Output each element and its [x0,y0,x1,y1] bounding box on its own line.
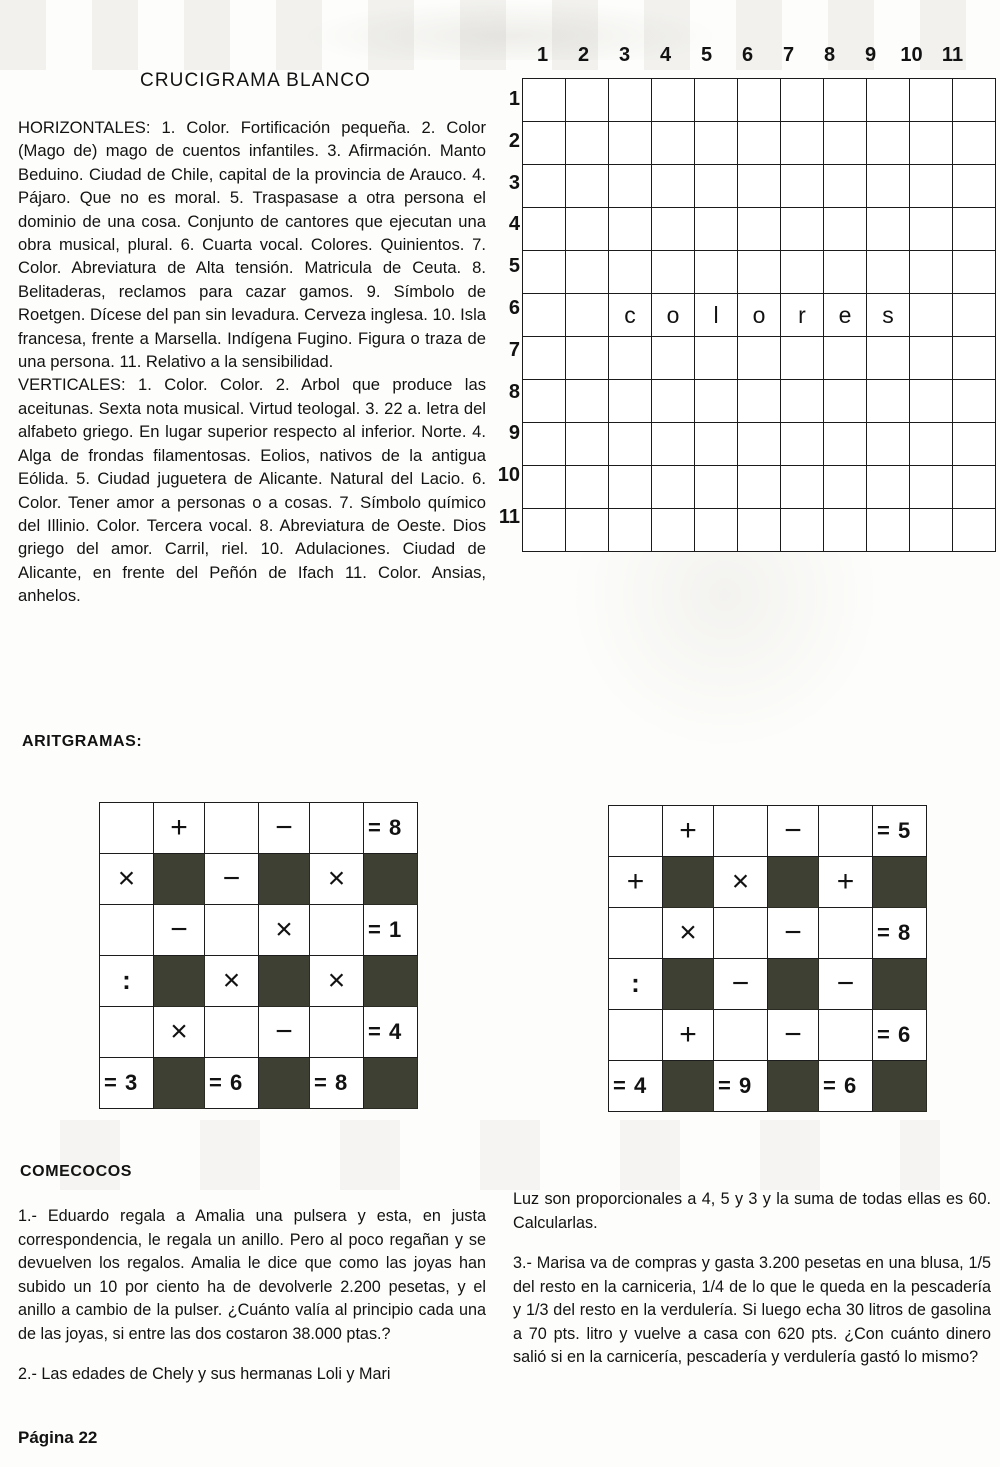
aritgrama-left-row [100,854,418,905]
crossword-row [523,251,996,294]
crossword-cell[interactable] [953,509,996,552]
crossword-row-header-2: 2 [508,129,520,152]
crossword-cell[interactable] [523,380,566,423]
crossword-cell[interactable] [910,294,953,337]
crossword-cell[interactable] [738,466,781,509]
aritgrama-input-cell[interactable] [714,908,768,959]
clues-verticales: VERTICALES: 1. Color. Color. 2. Arbol que produce las aceitunas. Sexta nota musical. Virtud teologal. 3. 22 a. letra del alfabeto griego. En lugar superior respecto al inferior. Norte. 4. Alga de frondas filamentosas. Eolios, nativos de la antigua Eólida. 5. Ciudad juguetera de Alicante. Natural del Lacio. 6. Color. Tener amor a personas o a cosas. 7. Símbolo químico del Illinio. Color. Tercera vocal. 8. Abreviatura de Oeste. Dios griego del amor. Carril, riel. 10. Adulaciones. Ciudad de Alicante, en frente del Peñón de Ifach 11. Color. Ansias, anhelos. [18,375,486,606]
aritgrama-blocked-cell [259,854,310,905]
comecocos-problem: 2.- Las edades de Chely y sus hermanas Loli y Mari [18,1365,391,1383]
crossword-cell[interactable] [824,122,867,165]
multiply-icon: × [222,963,241,997]
crossword-row [523,122,996,165]
aritgrama-operator-cell [259,1007,310,1058]
crossword-cell[interactable] [910,466,953,509]
aritgrama-operator-cell [310,854,364,905]
minus-icon: − [731,966,750,1000]
crossword-cell[interactable] [695,208,738,251]
aritgrama-operator-cell [663,908,714,959]
aritgrama-operator-cell [310,956,364,1007]
aritgrama-blocked-cell [768,857,819,908]
crossword-col-header-9: 9 [864,44,877,66]
aritgrama-left-row [100,1058,418,1109]
crossword-row-headers [494,78,520,538]
aritgrama-blocked-cell [768,959,819,1010]
aritgrama-blocked-cell [154,1058,205,1109]
minus-icon: − [170,912,188,946]
crossword-cell[interactable] [652,423,695,466]
crossword-cell[interactable] [867,165,910,208]
crossword-cell[interactable] [910,165,953,208]
crossword-cell[interactable] [695,380,738,423]
comecocos-left-column [18,1205,486,1387]
crossword-cell[interactable] [824,251,867,294]
crossword-cell[interactable] [953,380,996,423]
crossword-cell[interactable] [695,251,738,294]
crossword-cell[interactable] [824,423,867,466]
crossword-cell[interactable] [609,509,652,552]
crossword-cell[interactable] [953,423,996,466]
crossword-cell[interactable] [781,380,824,423]
crossword-cell-filled[interactable]: o [738,294,781,337]
aritgrama-input-cell[interactable] [714,806,768,857]
crossword-col-header-2: 2 [577,44,590,66]
crossword-cell[interactable] [609,466,652,509]
crossword-cell[interactable] [609,423,652,466]
crossword-cell[interactable] [738,165,781,208]
crossword-cell[interactable] [652,466,695,509]
crossword-row-header-5: 5 [508,255,520,278]
aritgrama-operator-cell [154,1007,205,1058]
crossword-cell[interactable] [738,251,781,294]
aritgrama-right-row [609,908,927,959]
crossword-cell[interactable] [953,208,996,251]
aritgrama-input-cell[interactable] [819,806,873,857]
aritgrama-right-row [609,1010,927,1061]
crossword-cell[interactable] [695,79,738,122]
crossword-cell[interactable] [953,337,996,380]
crossword-cell-filled[interactable]: l [695,294,738,337]
crossword-cell[interactable] [867,423,910,466]
aritgrama-result-cell: = 8 [310,1058,364,1109]
minus-icon: − [784,915,802,949]
crossword-cell[interactable] [781,337,824,380]
comecocos-right-column [513,1188,991,1370]
crossword-cell[interactable] [566,251,609,294]
crossword-cell[interactable] [523,251,566,294]
aritgrama-right-row [609,806,927,857]
crucigrama-title: CRUCIGRAMA BLANCO [140,70,371,91]
aritgrama-result-cell: = 8 [364,803,418,854]
crossword-row-header-3: 3 [508,171,520,194]
divide-icon: : [631,967,640,998]
comecocos-problem: 1.- Eduardo regala a Amalia una pulsera y esta, en justa correspondencia, le regala un anillo. Pero al poco regañan y se devuelven los regalos. Amalia le dice que como las joyas han subido un 10 por ciento ha de devolverle 2.200 pesetas, y el anillo a cambio de la pulser. ¿Cuánto valía al principio cada una de las joyas, si entre las dos costaron 38.000 ptas.? [18,1207,486,1343]
aritgrama-left-row [100,905,418,956]
aritgrama-input-cell[interactable] [609,1010,663,1061]
crossword-row-header-11: 11 [498,506,520,528]
crossword-col-header-7: 7 [782,44,795,66]
aritgrama-operator-cell [819,857,873,908]
crossword-col-header-6: 6 [741,44,754,66]
crossword-row [523,208,996,251]
minus-icon: − [784,1017,802,1051]
crossword-cell[interactable] [609,337,652,380]
crossword-col-header-4: 4 [659,44,672,66]
crossword-cell[interactable] [781,208,824,251]
multiply-icon: × [327,861,346,895]
crossword-row [523,165,996,208]
multiply-icon: × [117,861,136,895]
aritgrama-operator-cell [259,803,310,854]
aritgrama-operator-cell [768,806,819,857]
crossword-cell[interactable] [566,165,609,208]
crossword-cell[interactable] [523,423,566,466]
plus-icon: + [626,864,645,898]
comecocos-title: COMECOCOS [20,1163,133,1180]
aritgrama-left-row [100,1007,418,1058]
aritgrama-blocked-cell [364,956,418,1007]
aritgrama-blocked-cell [663,857,714,908]
minus-icon: − [784,813,802,847]
crossword-cell[interactable] [566,380,609,423]
crossword-col-header-3: 3 [618,44,631,66]
crossword-cell[interactable] [695,337,738,380]
crossword-cell[interactable] [738,337,781,380]
crossword-cell[interactable] [867,337,910,380]
crossword-row-header-6: 6 [508,297,520,319]
aritgrama-operator-cell [663,1010,714,1061]
aritgrama-input-cell[interactable] [205,905,259,956]
crossword-cell[interactable] [523,466,566,509]
aritgrama-operator-cell [100,956,154,1007]
aritgrama-operator-cell [768,908,819,959]
crossword-cell[interactable] [781,251,824,294]
crossword-cell[interactable] [781,79,824,122]
aritgrama-result-cell: = 4 [609,1061,663,1112]
aritgrama-input-cell[interactable] [310,905,364,956]
crossword-cell[interactable] [695,509,738,552]
crossword-cell[interactable] [652,208,695,251]
aritgrama-blocked-cell [768,1061,819,1112]
crossword-cell[interactable] [523,79,566,122]
crossword-col-header-11: 11 [941,44,964,66]
aritgrama-operator-cell [154,803,205,854]
crossword-cell[interactable] [824,337,867,380]
multiply-icon: × [170,1014,188,1048]
crossword-cell-filled[interactable]: o [652,294,695,337]
crossword-cell[interactable] [523,208,566,251]
crossword-grid[interactable] [522,78,996,552]
aritgrama-operator-cell [768,1010,819,1061]
plus-icon: + [679,1017,697,1051]
aritgrama-right-row [609,1061,927,1112]
crossword-row [523,423,996,466]
aritgrama-input-cell[interactable] [205,1007,259,1058]
aritgrama-blocked-cell [364,1058,418,1109]
crossword-cell[interactable] [867,509,910,552]
crossword-cell[interactable] [910,509,953,552]
crossword-cell[interactable] [824,208,867,251]
crossword-cell[interactable] [781,165,824,208]
comecocos-problem: 3.- Marisa va de compras y gasta 3.200 pesetas en una blusa, 1/5 del resto en la carniceria, 1/4 de lo que le queda en la pescadería y 1/3 del resto en la verdulería. Si luego echa 30 litros de gasolina a 70 pts. litro y vuelve a casa con 620 pts. ¿Con cuánto dinero salió si en la carnicería, pescadería y verdulería gastó lo mismo? [513,1254,991,1366]
aritgrama-operator-cell [259,905,310,956]
aritgramas-title: ARITGRAMAS: [22,733,143,750]
crossword-cell[interactable] [738,380,781,423]
crossword-row [523,337,996,380]
plus-icon: + [836,864,855,898]
crossword-cell[interactable] [738,79,781,122]
plus-icon: + [679,813,697,847]
crossword-cell[interactable] [738,122,781,165]
crossword-row-header-8: 8 [508,380,520,403]
crossword-row [523,466,996,509]
crossword-cell[interactable] [738,509,781,552]
crossword-cell[interactable] [910,337,953,380]
aritgrama-left-row [100,803,418,854]
aritgrama-result-cell: = 3 [100,1058,154,1109]
crossword-cell[interactable] [910,251,953,294]
crossword-cell[interactable] [824,509,867,552]
aritgrama-blocked-cell [663,1061,714,1112]
multiply-icon: × [275,912,293,946]
crossword-cell[interactable] [867,466,910,509]
crossword-cell[interactable] [824,79,867,122]
aritgrama-input-cell[interactable] [100,905,154,956]
page-number: Página 22 [18,1428,98,1447]
aritgrama-result-cell: = 6 [819,1061,873,1112]
crossword-cell[interactable] [910,122,953,165]
aritgrama-operator-cell [205,854,259,905]
crossword-cell[interactable] [781,466,824,509]
crossword-cell[interactable] [566,294,609,337]
crossword-cell[interactable] [652,79,695,122]
crossword-cell[interactable] [867,79,910,122]
crossword-row-header-10: 10 [497,464,520,487]
crossword-cell[interactable] [953,251,996,294]
aritgrama-blocked-cell [873,959,927,1010]
crossword-cell[interactable] [609,208,652,251]
crossword-cell-filled[interactable]: e [824,294,867,337]
minus-icon: − [222,861,241,895]
crossword-cell[interactable] [781,509,824,552]
crossword-row-header-1: 1 [508,88,520,110]
crossword-cell[interactable] [652,380,695,423]
aritgrama-input-cell[interactable] [714,1010,768,1061]
crossword-col-header-1: 1 [536,44,549,66]
aritgrama-operator-cell [609,857,663,908]
crossword-cell[interactable] [566,466,609,509]
crossword-cell[interactable] [609,165,652,208]
crossword-row-header-7: 7 [508,338,520,361]
crossword-cell[interactable] [609,79,652,122]
crossword-cell[interactable] [523,294,566,337]
crossword-row [523,380,996,423]
minus-icon: − [275,1014,293,1048]
comecocos-problem: Luz son proporcionales a 4, 5 y 3 y la suma de todas ellas es 60. Calcularlas. [513,1190,991,1232]
crossword-cell[interactable] [695,423,738,466]
aritgrama-input-cell[interactable] [609,806,663,857]
crossword-cell[interactable] [953,79,996,122]
crossword-cell[interactable] [695,165,738,208]
aritgrama-operator-cell [154,905,205,956]
crossword-cell[interactable] [652,251,695,294]
crossword-cell[interactable] [523,337,566,380]
crossword-cell-filled[interactable]: c [609,294,652,337]
crossword-cell[interactable] [566,509,609,552]
crossword-cell[interactable] [652,337,695,380]
aritgrama-blocked-cell [154,854,205,905]
aritgrama-operator-cell [819,959,873,1010]
crossword-cell[interactable] [867,380,910,423]
crossword-row [523,509,996,552]
crossword-cell[interactable] [609,380,652,423]
crossword-cell[interactable] [953,165,996,208]
crossword-cell[interactable] [609,251,652,294]
crossword-column-headers [522,44,973,74]
aritgrama-input-cell[interactable] [205,803,259,854]
crossword-row [523,294,996,337]
crucigrama-clues [18,116,486,608]
aritgrama-operator-cell [609,959,663,1010]
crossword-cell[interactable] [609,122,652,165]
crossword-row-header-4: 4 [508,213,520,236]
minus-icon: − [275,810,293,844]
crossword-row [523,79,996,122]
crossword-cell[interactable] [867,251,910,294]
clues-horizontales: HORIZONTALES: 1. Color. Fortificación pequeña. 2. Color (Mago de) mago de cuentos infantiles. 3. Afirmación. Manto Beduino. Ciudad de Chile, capital de la provincia de Arauco. 4. Pájaro. Que no es moral. 5. Traspasase a otra persona el dominio de una cosa. Conjunto de cantores que ejecutan una obra musical, plural. 6. Cuarta vocal. Colores. Quinientos. 7. Color. Abreviatura de Alta tensión. Matricula de Ceuta. 8. Belitaderas, reclamos para cazar gamos. 9. Símbolo de Roetgen. Dícese del pan sin levadura. Cerveza inglesa. 10. Isla francesa, frente a Marsella. Indígena Fugino. Figura o traza de una persona. 11. Relativo a la sensibilidad. [18,118,486,372]
crossword-cell[interactable] [824,380,867,423]
crossword-cell[interactable] [910,380,953,423]
crossword-cell[interactable] [781,423,824,466]
crossword-cell[interactable] [695,122,738,165]
crossword-col-header-10: 10 [900,44,923,66]
crossword-cell[interactable] [652,165,695,208]
crossword-cell[interactable] [523,165,566,208]
aritgrama-left-grid[interactable] [99,802,418,1109]
aritgrama-operator-cell [663,806,714,857]
aritgrama-result-cell: = 8 [873,908,927,959]
aritgrama-result-cell: = 5 [873,806,927,857]
aritgrama-blocked-cell [364,854,418,905]
crossword-cell[interactable] [953,294,996,337]
divide-icon: : [122,964,131,995]
crossword-cell[interactable] [566,337,609,380]
crossword-cell[interactable] [523,122,566,165]
plus-icon: + [170,810,188,844]
crossword-cell[interactable] [566,79,609,122]
aritgrama-input-cell[interactable] [819,908,873,959]
crossword-cell-filled[interactable]: r [781,294,824,337]
crossword-cell[interactable] [867,208,910,251]
minus-icon: − [836,966,855,1000]
aritgrama-right-row [609,959,927,1010]
aritgrama-input-cell[interactable] [100,803,154,854]
aritgrama-input-cell[interactable] [310,803,364,854]
crossword-cell[interactable] [652,122,695,165]
aritgrama-operator-cell [714,857,768,908]
aritgrama-right-row [609,857,927,908]
multiply-icon: × [679,915,697,949]
crossword-cell[interactable] [523,509,566,552]
crossword-cell[interactable] [824,466,867,509]
crossword-cell[interactable] [566,208,609,251]
aritgrama-input-cell[interactable] [819,1010,873,1061]
aritgrama-operator-cell [100,854,154,905]
crossword-cell[interactable] [910,423,953,466]
aritgrama-blocked-cell [259,1058,310,1109]
aritgrama-blocked-cell [873,857,927,908]
crossword-cell[interactable] [695,466,738,509]
crossword-cell[interactable] [910,79,953,122]
crossword-cell[interactable] [953,466,996,509]
aritgrama-operator-cell [714,959,768,1010]
aritgrama-input-cell[interactable] [609,908,663,959]
crossword-cell[interactable] [867,122,910,165]
aritgrama-blocked-cell [154,956,205,1007]
multiply-icon: × [327,963,346,997]
aritgrama-result-cell: = 6 [873,1010,927,1061]
aritgrama-blocked-cell [663,959,714,1010]
aritgrama-result-cell: = 6 [205,1058,259,1109]
aritgrama-blocked-cell [873,1061,927,1112]
aritgrama-result-cell: = 4 [364,1007,418,1058]
aritgrama-operator-cell [205,956,259,1007]
aritgrama-blocked-cell [259,956,310,1007]
crossword-col-header-8: 8 [823,44,836,66]
aritgrama-input-cell[interactable] [310,1007,364,1058]
crossword-cell[interactable] [738,423,781,466]
crossword-cell[interactable] [953,122,996,165]
crossword-cell[interactable] [824,165,867,208]
aritgrama-left-row [100,956,418,1007]
crossword-cell[interactable] [910,208,953,251]
aritgrama-right-grid[interactable] [608,805,927,1112]
aritgrama-result-cell: = 1 [364,905,418,956]
crossword-cell[interactable] [566,423,609,466]
crossword-cell[interactable] [566,122,609,165]
crossword-cell[interactable] [781,122,824,165]
crossword-row-header-9: 9 [508,422,520,445]
multiply-icon: × [731,864,750,898]
aritgrama-result-cell: = 9 [714,1061,768,1112]
aritgrama-input-cell[interactable] [100,1007,154,1058]
crossword-cell-filled[interactable]: s [867,294,910,337]
crossword-col-header-5: 5 [700,44,713,66]
crossword-cell[interactable] [738,208,781,251]
crossword-cell[interactable] [652,509,695,552]
